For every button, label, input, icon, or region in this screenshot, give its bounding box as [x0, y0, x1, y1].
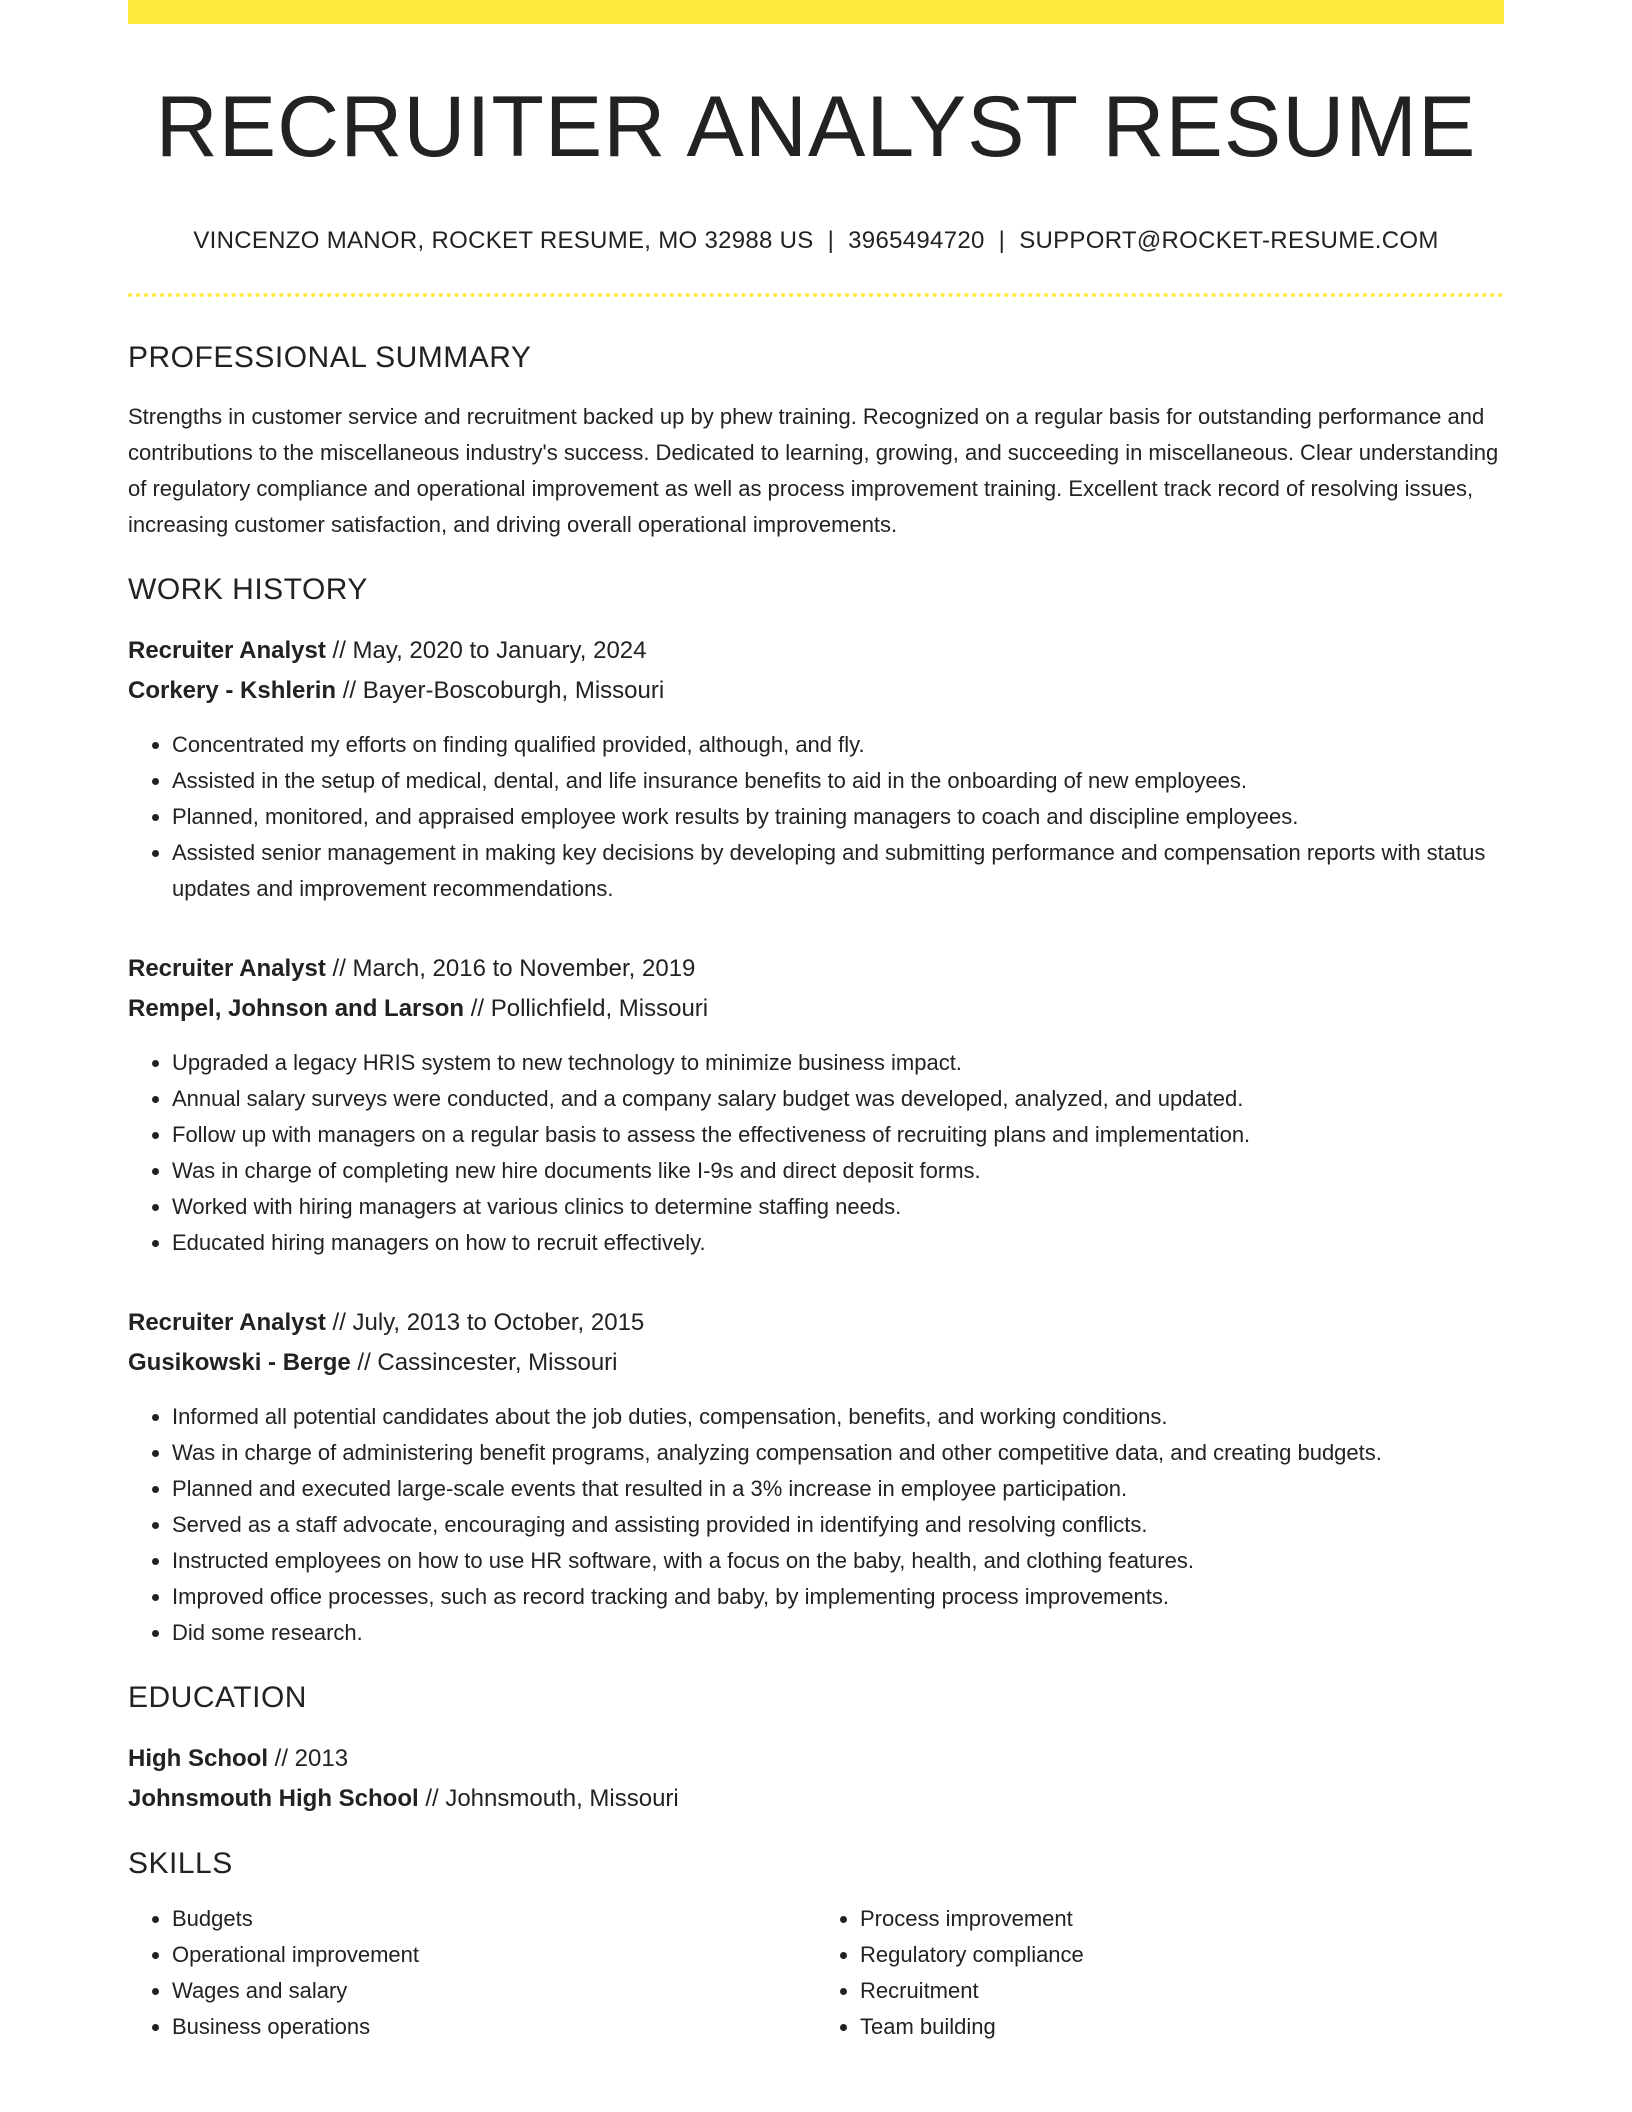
job-bullet: • Improved office processes, such as record tracking and baby, by implementing process improvements.: [172, 1579, 1504, 1615]
resume-page: [128, 0, 1504, 2045]
skill-item: • Wages and salary: [172, 1973, 816, 2009]
job-bullets: [128, 1045, 1504, 1261]
job-dates: // May, 2020 to January, 2024: [325, 636, 647, 664]
job-entry: [128, 949, 1504, 1261]
job-title: Recruiter Analyst: [128, 954, 326, 982]
job-bullet: • Follow up with managers on a regular basis to assess the effectiveness of recruiting plans and implementation.: [172, 1117, 1504, 1153]
education-school-line: [128, 1779, 1504, 1819]
job-title-line: [128, 949, 1504, 989]
resume-title: RECRUITER ANALYST RESUME: [155, 79, 1477, 175]
job-bullet: • Served as a staff advocate, encouraging and assisting provided in identifying and resolving conflicts.: [172, 1507, 1504, 1543]
job-bullet: • Planned, monitored, and appraised employee work results by training managers to coach and discipline employees.: [172, 799, 1504, 835]
header-divider: [128, 293, 1504, 297]
job-bullet: • Planned and executed large-scale events that resulted in a 3% increase in employee participation.: [172, 1471, 1504, 1507]
job-entry: [128, 1303, 1504, 1651]
job-bullet: • Concentrated my efforts on finding qualified provided, although, and fly.: [172, 727, 1504, 763]
education-location: // Johnsmouth, Missouri: [418, 1784, 679, 1812]
education-degree-line: [128, 1739, 1504, 1779]
job-location: // Pollichfield, Missouri: [464, 994, 709, 1022]
job-bullet: • Informed all potential candidates about the job duties, compensation, benefits, and working conditions.: [172, 1399, 1504, 1435]
skill-item: • Process improvement: [860, 1901, 1504, 1937]
skill-item: • Business operations: [172, 2009, 816, 2045]
job-bullet: • Instructed employees on how to use HR software, with a focus on the baby, health, and clothing features.: [172, 1543, 1504, 1579]
education-school: Johnsmouth High School: [128, 1784, 419, 1812]
job-company: Rempel, Johnson and Larson: [128, 994, 465, 1022]
job-bullet: • Educated hiring managers on how to recruit effectively.: [172, 1225, 1504, 1261]
job-company-line: [128, 671, 1504, 711]
skill-item: • Regulatory compliance: [860, 1937, 1504, 1973]
job-bullet: • Upgraded a legacy HRIS system to new technology to minimize business impact.: [172, 1045, 1504, 1081]
contact-separator: |: [827, 226, 835, 254]
job-company-line: [128, 989, 1504, 1029]
job-title: Recruiter Analyst: [128, 1308, 326, 1336]
skills-list: [128, 1901, 816, 2045]
job-bullet: • Assisted in the setup of medical, dental, and life insurance benefits to aid in the onboarding of new employees.: [172, 763, 1504, 799]
skill-item: • Recruitment: [860, 1973, 1504, 2009]
education-heading: EDUCATION: [128, 1680, 307, 1714]
top-accent-bar: [128, 0, 1504, 24]
job-bullets: [128, 727, 1504, 907]
contact-phone: 3965494720: [848, 226, 985, 254]
education-year: // 2013: [268, 1744, 349, 1772]
job-location: // Cassincester, Missouri: [350, 1348, 618, 1376]
job-bullet: • Annual salary surveys were conducted, and a company salary budget was developed, analyzed, and updated.: [172, 1081, 1504, 1117]
work-history-heading: WORK HISTORY: [128, 572, 368, 606]
skills-column-left: [128, 1901, 816, 2045]
job-bullet: • Did some research.: [172, 1615, 1504, 1651]
job-bullet: • Was in charge of completing new hire documents like I-9s and direct deposit forms.: [172, 1153, 1504, 1189]
contact-email: SUPPORT@ROCKET-RESUME.COM: [1019, 226, 1439, 254]
contact-info: [128, 227, 1504, 255]
skills-column-right: [816, 1901, 1504, 2045]
job-location: // Bayer-Boscoburgh, Missouri: [336, 676, 665, 704]
contact-address: VINCENZO MANOR, ROCKET RESUME, MO 32988 US: [193, 226, 814, 254]
job-bullet: • Assisted senior management in making key decisions by developing and submitting performance and compensation reports with status updates and improvement recommendations.: [172, 835, 1504, 907]
job-dates: // March, 2016 to November, 2019: [325, 954, 696, 982]
job-bullet: • Worked with hiring managers at various clinics to determine staffing needs.: [172, 1189, 1504, 1225]
job-title: Recruiter Analyst: [128, 636, 326, 664]
job-title-line: [128, 631, 1504, 671]
education-entry: [128, 1739, 1504, 1819]
summary-heading: PROFESSIONAL SUMMARY: [128, 340, 532, 374]
education-degree: High School: [128, 1744, 268, 1772]
skill-item: • Operational improvement: [172, 1937, 816, 1973]
job-title-line: [128, 1303, 1504, 1343]
skills-list: [816, 1901, 1504, 2045]
skill-item: • Team building: [860, 2009, 1504, 2045]
job-entry: [128, 631, 1504, 907]
job-company: Corkery - Kshlerin: [128, 676, 337, 704]
job-company-line: [128, 1343, 1504, 1383]
skills-heading: SKILLS: [128, 1846, 233, 1880]
skill-item: • Budgets: [172, 1901, 816, 1937]
summary-text: Strengths in customer service and recruitment backed up by phew training. Recognized on a regular basis for outstanding performance and contributions to the miscellaneous industry's success. Dedicated to learning, growing, and succeeding in miscellaneous. Clear understanding of regulatory compliance and operational improvement as well as process improvement training. Excellent track record of resolving issues, increasing customer satisfaction, and driving overall operational improvements.: [128, 403, 1499, 537]
job-bullets: [128, 1399, 1504, 1651]
job-company: Gusikowski - Berge: [128, 1348, 351, 1376]
contact-separator: |: [998, 226, 1006, 254]
skills-grid: [128, 1901, 1504, 2045]
job-bullet: • Was in charge of administering benefit programs, analyzing compensation and other competitive data, and creating budgets.: [172, 1435, 1504, 1471]
job-dates: // July, 2013 to October, 2015: [325, 1308, 645, 1336]
